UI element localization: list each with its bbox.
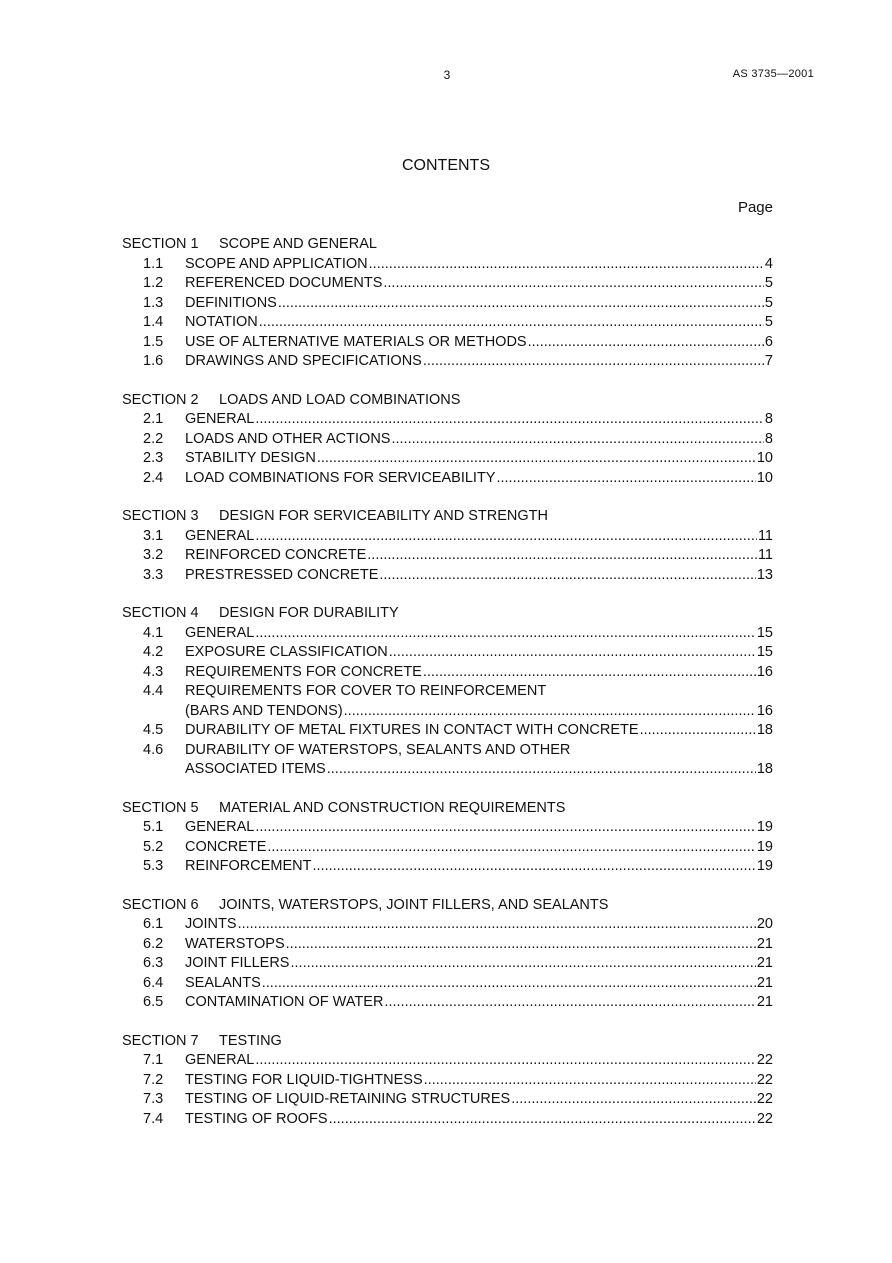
entry-title: LOADS AND OTHER ACTIONS (185, 430, 391, 447)
toc-entry[interactable] (122, 546, 773, 566)
toc-entry[interactable] (122, 818, 773, 838)
toc-entry[interactable] (122, 741, 773, 780)
toc-entry[interactable] (122, 857, 773, 877)
entry-page: 11 (757, 547, 773, 563)
entry-page: 21 (756, 955, 773, 971)
entry-page: 10 (756, 450, 773, 466)
toc-entry[interactable] (122, 566, 773, 586)
dot-leader (511, 1090, 756, 1110)
entry-number: 2.2 (143, 430, 164, 447)
toc-entry[interactable] (122, 643, 773, 663)
toc-entry[interactable] (122, 838, 773, 858)
entry-page: 10 (756, 469, 773, 486)
entry-title: GENERAL (185, 624, 255, 641)
table-of-contents (122, 235, 773, 1148)
entry-number: 1.2 (143, 275, 164, 291)
section-heading[interactable] (122, 507, 773, 527)
toc-entry[interactable] (122, 469, 773, 489)
entry-page: 5 (764, 294, 773, 311)
toc-entry[interactable] (122, 954, 773, 974)
dot-leader (329, 1110, 756, 1130)
entry-number: 4.3 (143, 663, 164, 680)
toc-section (122, 507, 773, 585)
section-label: SECTION 4 (122, 605, 199, 621)
entry-page: 22 (756, 1052, 773, 1068)
dot-leader (423, 352, 764, 372)
toc-entry[interactable] (122, 1071, 773, 1091)
entry-number: 2.3 (143, 450, 164, 466)
dot-leader (384, 993, 755, 1013)
dot-leader (640, 721, 756, 741)
section-title: JOINTS, WATERSTOPS, JOINT FILLERS, AND SEALANTS (219, 896, 609, 913)
entry-title: TESTING OF LIQUID-RETAINING STRUCTURES (185, 1091, 511, 1107)
entry-page: 15 (756, 644, 773, 660)
dot-leader (278, 294, 764, 314)
dot-leader (238, 915, 756, 935)
toc-entry[interactable] (122, 663, 773, 683)
dot-leader (290, 954, 755, 974)
toc-section (122, 1032, 773, 1130)
entry-title: STABILITY DESIGN (185, 450, 316, 466)
entry-page: 8 (764, 411, 773, 427)
document-code: AS 3735—2001 (732, 68, 814, 80)
entry-number: 5.1 (143, 819, 164, 835)
entry-page: 15 (756, 624, 773, 641)
section-label: SECTION 3 (122, 508, 199, 524)
toc-entry[interactable] (122, 313, 773, 333)
dot-leader (423, 663, 756, 683)
entry-page: 6 (764, 333, 773, 350)
entry-title: PRESTRESSED CONCRETE (185, 566, 379, 583)
entry-title: GENERAL (185, 411, 255, 427)
entry-number: 2.1 (143, 411, 164, 427)
entry-number: 1.1 (143, 255, 164, 272)
dot-leader (255, 818, 756, 838)
entry-page: 22 (756, 1110, 773, 1127)
entry-page: 22 (756, 1091, 773, 1107)
entry-number: 3.3 (143, 566, 164, 583)
page-column-label: Page (737, 199, 773, 216)
entry-title: (BARS AND TENDONS) (185, 702, 343, 719)
dot-leader (255, 527, 757, 547)
dot-leader (389, 643, 756, 663)
section-label: SECTION 7 (122, 1032, 199, 1049)
dot-leader (312, 857, 755, 877)
entry-number: 7.4 (143, 1110, 164, 1127)
entry-title: REINFORCEMENT (185, 858, 312, 874)
dot-leader (262, 974, 756, 994)
toc-section (122, 604, 773, 780)
toc-entry[interactable] (122, 935, 773, 955)
entry-number: 1.3 (143, 294, 164, 311)
section-heading[interactable] (122, 391, 773, 411)
section-label: SECTION 2 (122, 391, 199, 408)
entry-title: USE OF ALTERNATIVE MATERIALS OR METHODS (185, 333, 527, 350)
entry-title: WATERSTOPS (185, 935, 285, 952)
entry-page: 21 (756, 974, 773, 991)
dot-leader (379, 566, 755, 586)
entry-title: SCOPE AND APPLICATION (185, 255, 368, 272)
entry-title: REINFORCED CONCRETE (185, 547, 367, 563)
section-title: DESIGN FOR DURABILITY (219, 605, 399, 621)
entry-page: 11 (757, 527, 773, 544)
entry-number: 6.1 (143, 916, 164, 932)
toc-entry[interactable] (122, 527, 773, 547)
entry-page: 7 (764, 353, 773, 369)
dot-leader (267, 838, 755, 858)
toc-entry[interactable] (122, 974, 773, 994)
entry-title: CONCRETE (185, 838, 267, 855)
entry-page: 19 (756, 819, 773, 835)
dot-leader (528, 333, 764, 353)
entry-number: 4.2 (143, 644, 164, 660)
toc-entry[interactable] (122, 333, 773, 353)
section-heading[interactable] (122, 799, 773, 819)
dot-leader (259, 313, 764, 333)
section-label: SECTION 5 (122, 799, 199, 816)
entry-title: EXPOSURE CLASSIFICATION (185, 644, 388, 660)
entry-number: 7.3 (143, 1091, 164, 1107)
entry-page: 21 (756, 994, 773, 1010)
section-title: LOADS AND LOAD COMBINATIONS (219, 391, 461, 408)
entry-page: 16 (756, 702, 773, 719)
entry-number: 4.1 (143, 624, 164, 641)
toc-section (122, 391, 773, 489)
section-heading[interactable] (122, 1032, 773, 1052)
entry-title: DEFINITIONS (185, 294, 277, 311)
entry-title: NOTATION (185, 314, 258, 330)
dot-leader (255, 624, 756, 644)
section-heading[interactable] (122, 896, 773, 916)
toc-entry[interactable] (122, 1110, 773, 1130)
entry-page: 19 (756, 858, 773, 874)
toc-entry[interactable] (122, 255, 773, 275)
entry-title: GENERAL (185, 819, 255, 835)
entry-number: 2.4 (143, 469, 164, 486)
section-title: SCOPE AND GENERAL (219, 236, 377, 252)
dot-leader (424, 1071, 756, 1091)
toc-entry[interactable] (122, 993, 773, 1013)
entry-number: 4.6 (143, 741, 164, 758)
dot-leader (317, 449, 756, 469)
entry-title: LOAD COMBINATIONS FOR SERVICEABILITY (185, 469, 496, 486)
entry-title: DURABILITY OF METAL FIXTURES IN CONTACT WITH CONCRETE (185, 722, 639, 738)
entry-page: 5 (764, 314, 773, 330)
entry-page: 19 (756, 838, 773, 855)
toc-entry[interactable] (122, 721, 773, 741)
entry-title: DURABILITY OF WATERSTOPS, SEALANTS AND OTHER (185, 741, 571, 758)
section-label: SECTION 6 (122, 896, 199, 913)
entry-number: 4.4 (143, 683, 164, 699)
entry-title: CONTAMINATION OF WATER (185, 994, 384, 1010)
toc-entry[interactable] (122, 682, 773, 721)
entry-number: 1.4 (143, 314, 164, 330)
entry-title: TESTING OF ROOFS (185, 1110, 328, 1127)
entry-number: 3.2 (143, 547, 164, 563)
entry-title: GENERAL (185, 527, 255, 544)
entry-number: 5.2 (143, 838, 164, 855)
entry-page: 20 (756, 916, 773, 932)
toc-section (122, 799, 773, 877)
entry-page: 18 (756, 761, 773, 777)
entry-number: 1.6 (143, 353, 164, 369)
toc-entry[interactable] (122, 1051, 773, 1071)
contents-title: CONTENTS (402, 157, 490, 174)
entry-title: TESTING FOR LIQUID-TIGHTNESS (185, 1071, 423, 1088)
dot-leader (286, 935, 756, 955)
dot-leader (496, 469, 755, 489)
section-title: DESIGN FOR SERVICEABILITY AND STRENGTH (219, 508, 549, 524)
toc-entry[interactable] (122, 274, 773, 294)
dot-leader (344, 702, 756, 722)
toc-entry[interactable] (122, 1090, 773, 1110)
page-number: 3 (443, 68, 451, 82)
toc-entry[interactable] (122, 410, 773, 430)
entry-title: REQUIREMENTS FOR CONCRETE (185, 663, 422, 680)
section-heading[interactable] (122, 604, 773, 624)
entry-title: ASSOCIATED ITEMS (185, 761, 326, 777)
entry-page: 5 (764, 275, 773, 291)
entry-number: 7.2 (143, 1071, 164, 1088)
entry-title: JOINTS (185, 916, 237, 932)
toc-entry[interactable] (122, 294, 773, 314)
entry-number: 4.5 (143, 722, 164, 738)
entry-page: 22 (756, 1071, 773, 1088)
entry-page: 4 (764, 255, 773, 272)
entry-page: 18 (756, 722, 773, 738)
dot-leader (367, 546, 757, 566)
toc-entry[interactable] (122, 915, 773, 935)
section-label: SECTION 1 (122, 236, 199, 252)
entry-number: 5.3 (143, 858, 164, 874)
entry-page: 13 (756, 566, 773, 583)
entry-title: REFERENCED DOCUMENTS (185, 275, 383, 291)
entry-title: GENERAL (185, 1052, 255, 1068)
dot-leader (383, 274, 764, 294)
entry-page: 8 (764, 430, 773, 447)
dot-leader (255, 410, 764, 430)
section-heading[interactable] (122, 235, 773, 255)
entry-title: JOINT FILLERS (185, 955, 290, 971)
toc-entry[interactable] (122, 430, 773, 450)
dot-leader (255, 1051, 756, 1071)
toc-entry[interactable] (122, 449, 773, 469)
entry-title: SEALANTS (185, 974, 261, 991)
dot-leader (369, 255, 764, 275)
entry-title: DRAWINGS AND SPECIFICATIONS (185, 353, 422, 369)
toc-entry[interactable] (122, 624, 773, 644)
entry-number: 3.1 (143, 527, 164, 544)
toc-entry[interactable] (122, 352, 773, 372)
dot-leader (327, 760, 756, 780)
entry-page: 21 (756, 935, 773, 952)
entry-number: 7.1 (143, 1052, 164, 1068)
entry-number: 6.5 (143, 994, 164, 1010)
entry-number: 6.2 (143, 935, 164, 952)
section-title: TESTING (219, 1032, 282, 1049)
section-title: MATERIAL AND CONSTRUCTION REQUIREMENTS (219, 799, 566, 816)
toc-section (122, 235, 773, 372)
entry-number: 1.5 (143, 333, 164, 350)
entry-number: 6.4 (143, 974, 164, 991)
entry-number: 6.3 (143, 955, 164, 971)
dot-leader (391, 430, 763, 450)
entry-title: REQUIREMENTS FOR COVER TO REINFORCEMENT (185, 683, 547, 699)
entry-page: 16 (756, 663, 773, 680)
toc-section (122, 896, 773, 1013)
